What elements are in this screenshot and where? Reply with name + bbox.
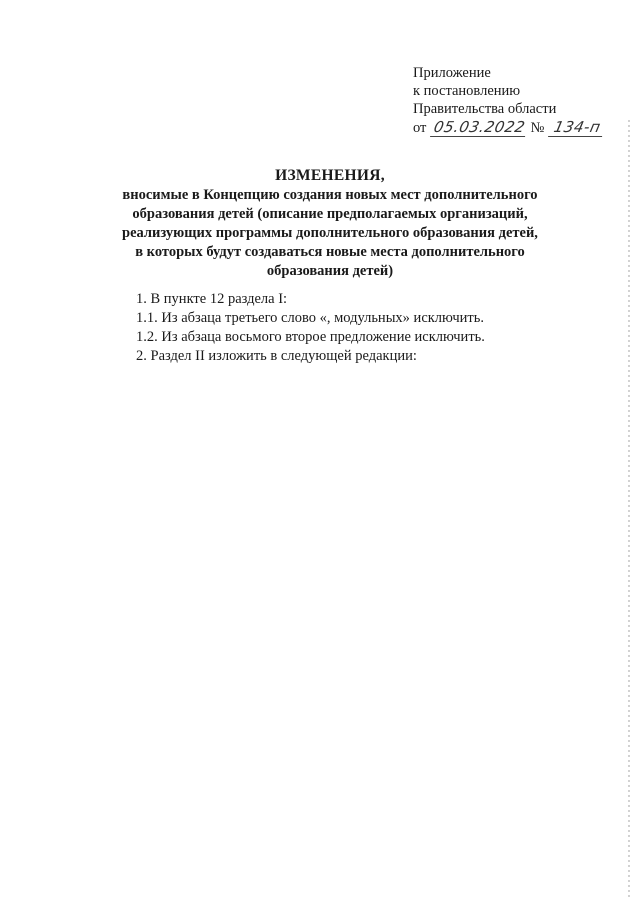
annex-line-3: Правительства области (413, 101, 557, 117)
title-line-1: вносимые в Концепцию создания новых мест дополнительного (122, 187, 538, 203)
handwritten-date: 05.03.2022 (430, 118, 529, 137)
title-line-3: реализующих программы дополнительного образования детей, (122, 225, 538, 241)
scan-edge-artifact (628, 120, 630, 900)
from-label: от (413, 120, 427, 136)
document-body (136, 290, 485, 366)
annex-date-line (413, 118, 604, 137)
list-item: 1. В пункте 12 раздела I: (136, 291, 288, 307)
number-sign: № (530, 120, 545, 136)
list-item: 1.1. Из абзаца третьего слово «, модульных» исключить. (136, 310, 484, 326)
handwritten-number: 134-п (548, 118, 606, 137)
title-line-4: в которых будут создаваться новые места дополнительного (135, 244, 525, 260)
annex-header (413, 64, 604, 137)
title-heading: ИЗМЕНЕНИЯ, (275, 167, 385, 184)
title-line-5: образования детей) (266, 263, 394, 279)
annex-line-1: Приложение (413, 65, 491, 81)
title-line-2: образования детей (описание предполагаемых организаций, (132, 206, 528, 222)
list-item: 1.2. Из абзаца восьмого второе предложение исключить. (136, 329, 485, 345)
annex-line-2: к постановлению (413, 83, 521, 99)
list-item: 2. Раздел II изложить в следующей редакции: (136, 348, 417, 364)
document-title (100, 166, 560, 281)
